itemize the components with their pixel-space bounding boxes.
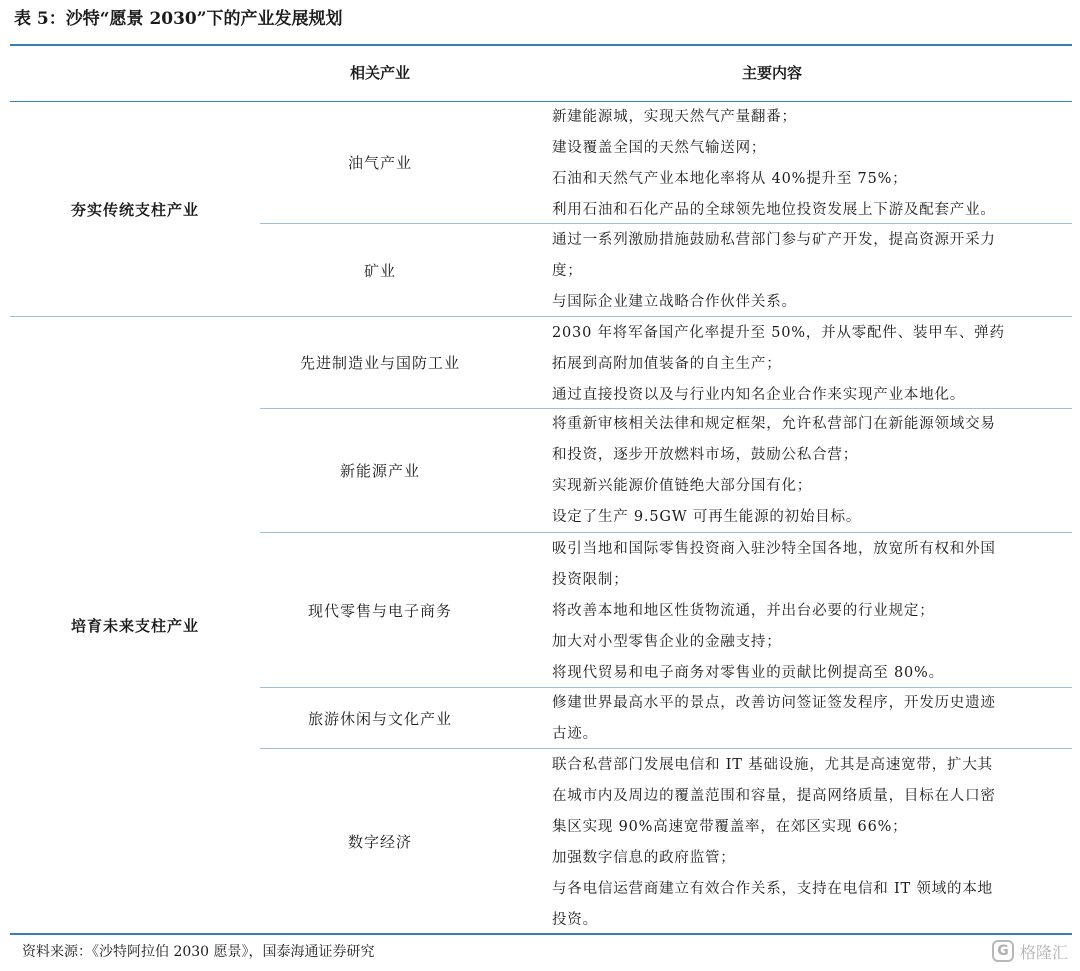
content-tourism-culture — [552, 688, 1062, 750]
content-line: 拓展到高附加值装备的自主生产； — [552, 356, 782, 372]
content-line: 将现代贸易和电子商务对零售业的贡献比例提高至 80%。 — [552, 665, 944, 681]
content-line: 度； — [552, 263, 583, 279]
content-line: 投资限制； — [552, 572, 629, 588]
header-industry: 相关产业 — [349, 64, 410, 82]
table-bottom-rule — [10, 933, 1072, 935]
content-retail-ecommerce — [552, 534, 1062, 689]
content-line: 在城市内及周边的覆盖范围和容量，提高网络质量，目标在人口密 — [552, 788, 996, 804]
content-line: 利用石油和石化产品的全球领先地位投资发展上下游及配套产业。 — [552, 202, 996, 218]
content-line: 和投资，逐步开放燃料市场，鼓励公私合营； — [552, 447, 858, 463]
content-line: 将改善本地和地区性货物流通，并出台必要的行业规定； — [552, 603, 935, 619]
content-line: 集区实现 90%高速宽带覆盖率，在郊区实现 66%； — [552, 819, 908, 835]
content-line: 吸引当地和国际零售投资商入驻沙特全国各地，放宽所有权和外国 — [552, 541, 996, 557]
content-line: 设定了生产 9.5GW 可再生能源的初始目标。 — [552, 509, 862, 525]
content-line: 与各电信运营商建立有效合作关系，支持在电信和 IT 领域的本地 — [552, 881, 993, 897]
watermark-logo-icon: G — [992, 940, 1014, 962]
content-line: 与国际企业建立战略合作伙伴关系。 — [552, 294, 797, 310]
industry-oil-gas: 油气产业 — [347, 154, 412, 172]
industry-retail-ecommerce: 现代零售与电子商务 — [307, 601, 452, 620]
category-future: 培育未来支柱产业 — [70, 616, 199, 635]
category-traditional: 夯实传统支柱产业 — [70, 200, 199, 219]
table-caption: 表 5：沙特“愿景 2030”下的产业发展规划 — [14, 9, 343, 29]
industry-digital-economy: 数字经济 — [347, 832, 412, 851]
content-line: 新建能源城，实现天然气产量翻番； — [552, 109, 797, 125]
industry-mining: 矿业 — [363, 261, 396, 280]
content-digital-economy — [552, 750, 1062, 936]
content-line: 通过直接投资以及与行业内知名企业合作来实现产业本地化。 — [552, 387, 966, 403]
content-mining — [552, 225, 1062, 318]
content-line: 投资。 — [552, 912, 598, 928]
content-line: 加强数字信息的政府监管； — [552, 850, 736, 866]
content-line: 联合私营部门发展电信和 IT 基础设施，尤其是高速宽带，扩大其 — [552, 757, 993, 773]
source-note: 资料来源：《沙特阿拉伯 2030 愿景》，国泰海通证券研究 — [22, 944, 375, 960]
content-line: 将重新审核相关法律和规定框架，允许私营部门在新能源领域交易 — [552, 416, 996, 432]
watermark-text: 格隆汇 — [1019, 942, 1068, 962]
content-line: 建设覆盖全国的天然气输送网； — [552, 140, 767, 156]
content-line: 石油和天然气产业本地化率将从 40%提升至 75%； — [552, 171, 908, 187]
content-line: 加大对小型零售企业的金融支持； — [552, 634, 782, 650]
content-line: 修建世界最高水平的景点，改善访问签证签发程序，开发历史遗迹 — [552, 695, 996, 711]
watermark — [992, 936, 1068, 966]
content-manufacturing-defense — [552, 318, 1062, 411]
content-line: 实现新兴能源价值链绝大部分国有化； — [552, 478, 813, 494]
content-line: 古迹。 — [552, 726, 598, 742]
industry-manufacturing-defense: 先进制造业与国防工业 — [299, 354, 460, 372]
content-line: 通过一系列激励措施鼓励私营部门参与矿产开发，提高资源开采力 — [552, 232, 996, 248]
header-content: 主要内容 — [741, 64, 802, 82]
content-line: 2030 年将军备国产化率提升至 50%，并从零配件、装甲车、弹药 — [552, 325, 1005, 341]
industry-tourism-culture: 旅游休闲与文化产业 — [307, 709, 452, 728]
content-oil-gas — [552, 102, 1062, 226]
content-new-energy — [552, 409, 1062, 533]
industry-new-energy: 新能源产业 — [339, 462, 420, 480]
